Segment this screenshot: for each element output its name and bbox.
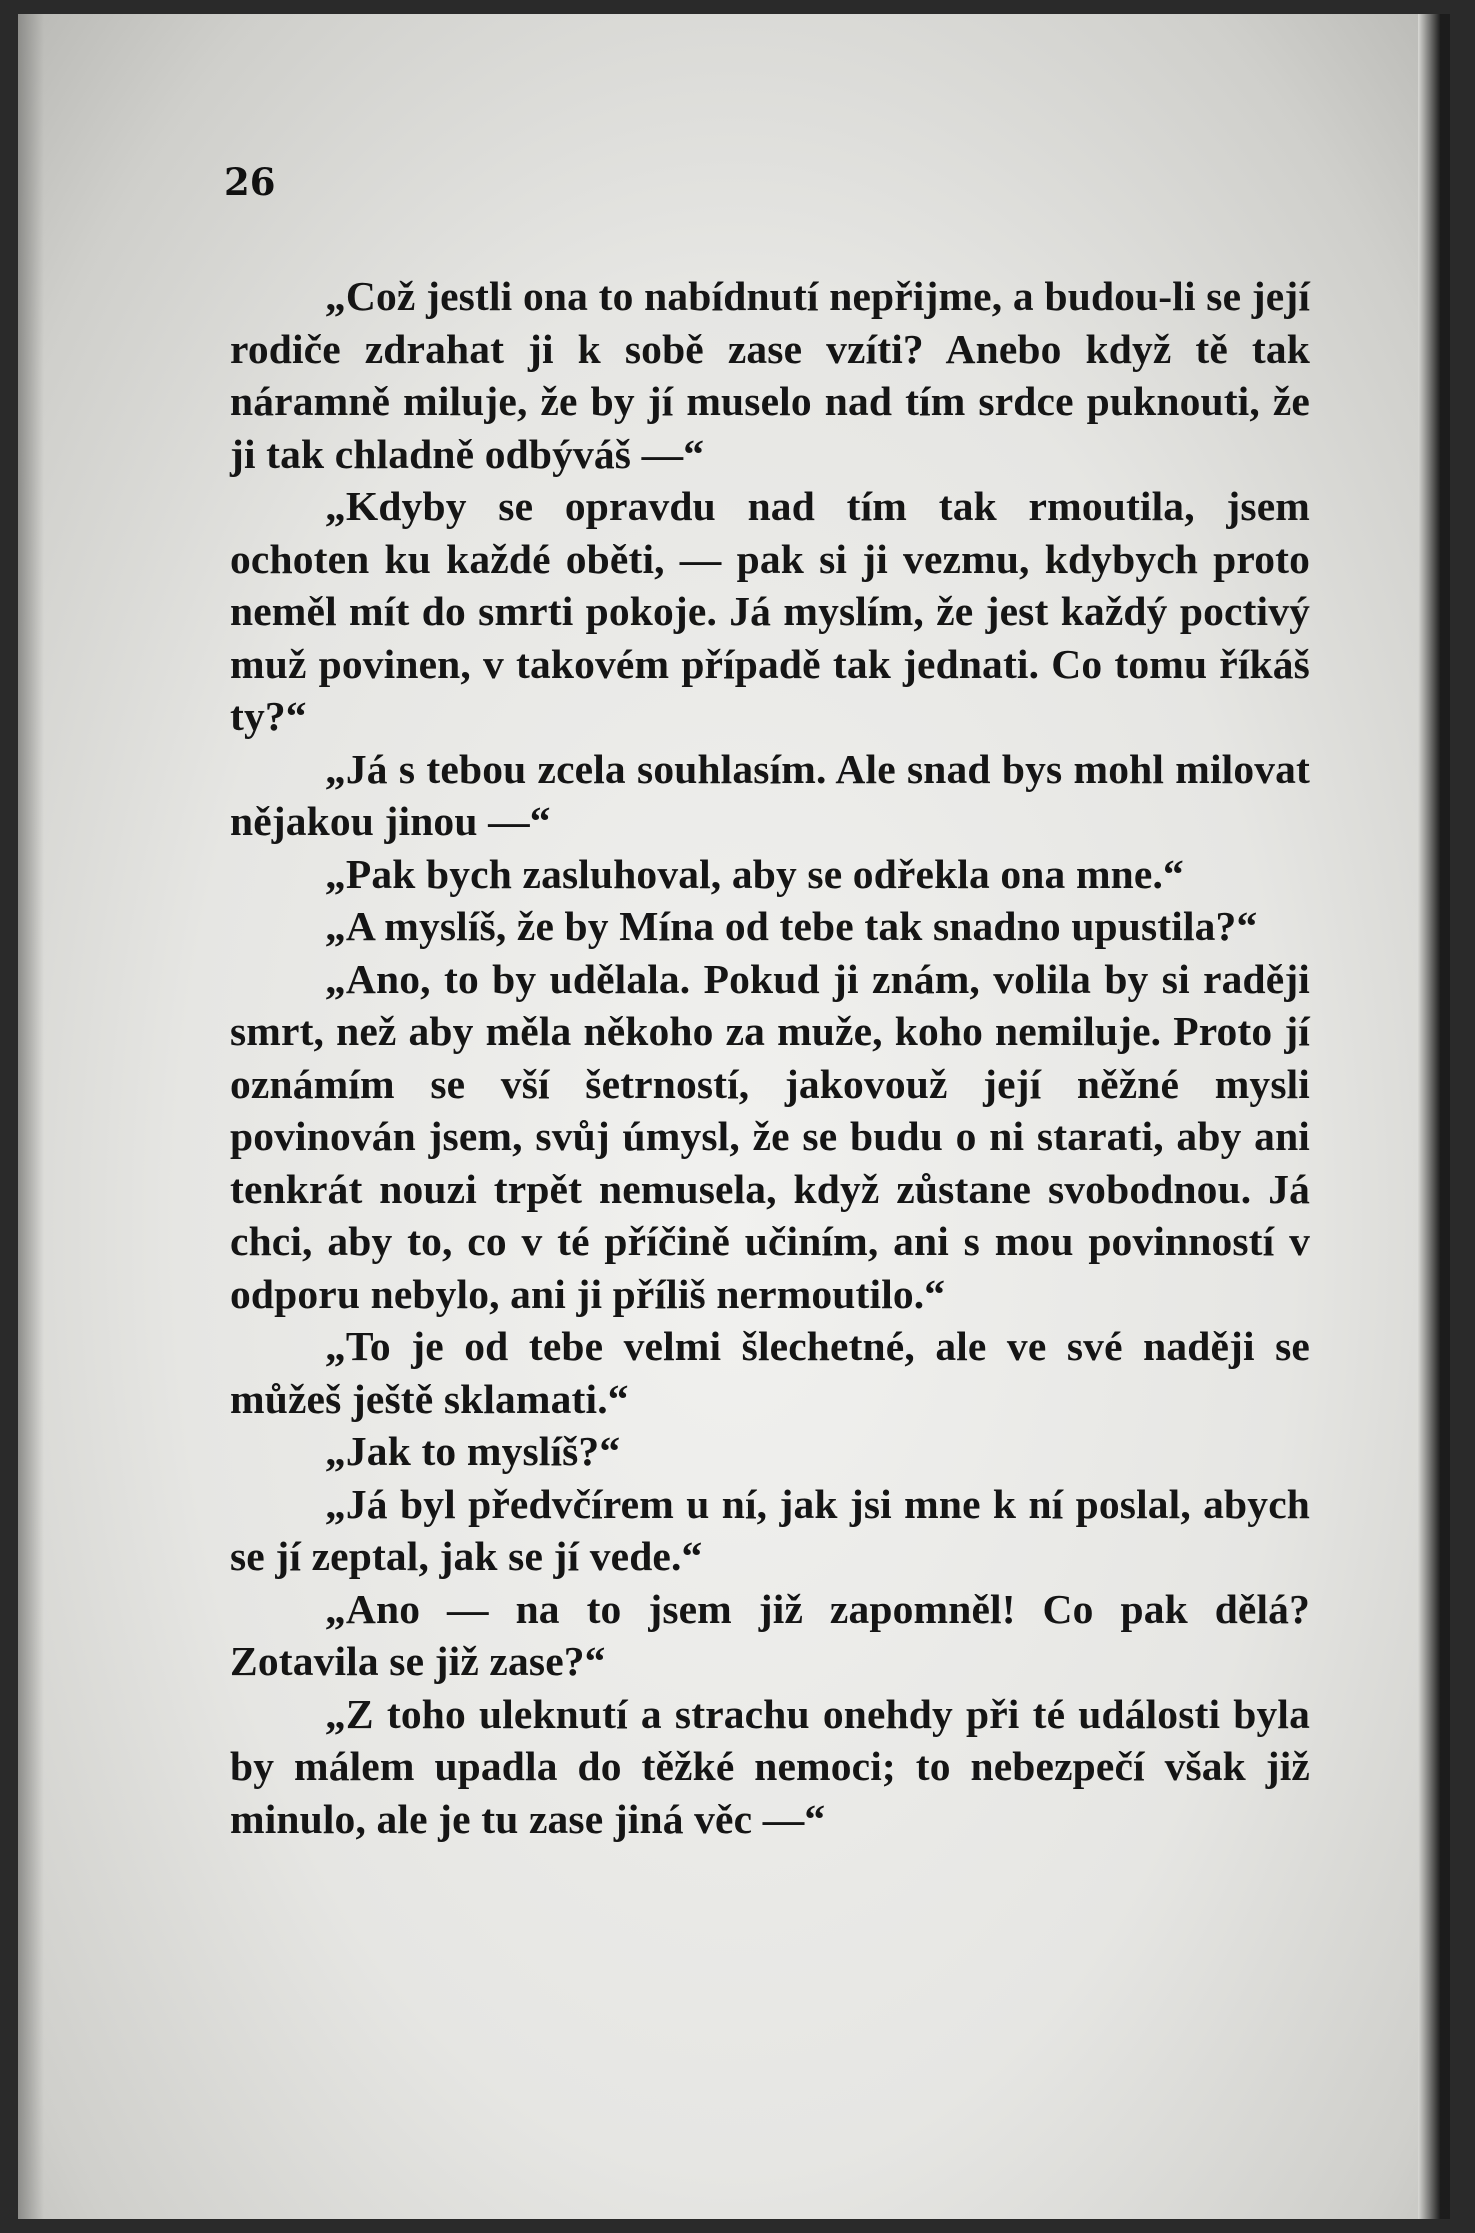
paragraph: „Ano, to by udělala. Pokud ji znám, volila by si raději smrt, než aby měla někoho za muže, koho nemiluje. Proto jí oznámím se vší šetrností, jakovouž její něžné mysli povinován jsem, svůj úmysl, že se budu o ni starati, aby ani tenkrát nouzi trpět nemusela, když zůstane svobodnou. Já chci, aby to, co v té příčině učiním, ani s mou povinností v odporu nebylo, ani ji příliš nermoutilo.“ [230,955,1310,1317]
book-page [18,14,1450,2219]
body-text [230,270,1310,1845]
paragraph: „Kdyby se opravdu nad tím tak rmoutila, jsem ochoten ku každé oběti, — pak si ji vezmu, kdybych proto neměl mít do smrti pokoje. Já myslím, že jest každý poctivý muž povinen, v takovém případě tak jednati. Co tomu říkáš ty?“ [230,483,1310,739]
paragraph: „Což jestli ona to nabídnutí nepřijme, a budou-li se její rodiče zdrahat ji k sobě zase vzíti? Anebo když tě tak náramně miluje, že by jí muselo nad tím srdce puknouti, že ji tak chladně odbýváš —“ [230,273,1310,477]
paragraph: „Já s tebou zcela souhlasím. Ale snad bys mohl milovat nějakou jinou —“ [230,745,1310,844]
paragraph: „To je od tebe velmi šlechetné, ale ve své naději se můžeš ještě sklamati.“ [230,1323,1310,1422]
page-number: 26 [224,160,276,204]
paragraph: „Jak to myslíš?“ [325,1428,621,1474]
page-binding-edge [1418,14,1450,2219]
paragraph: „Já byl předvčírem u ní, jak jsi mne k ní poslal, abych se jí zeptal, jak se jí vede.“ [230,1480,1310,1579]
page-shadow-left [18,14,44,2219]
paragraph: „Pak bych zasluhoval, aby se odřekla ona mne.“ [325,850,1184,897]
paragraph: „Z toho uleknutí a strachu onehdy při té události byla by málem upadla do těžké nemoci; to nebezpečí však již minulo, ale je tu zase jiná věc —“ [230,1690,1310,1842]
paragraph: „Ano — na to jsem již zapomněl! Co pak dělá? Zotavila se již zase?“ [230,1585,1310,1684]
paragraph: „A myslíš, že by Mína od tebe tak snadno upustila?“ [325,903,1258,949]
